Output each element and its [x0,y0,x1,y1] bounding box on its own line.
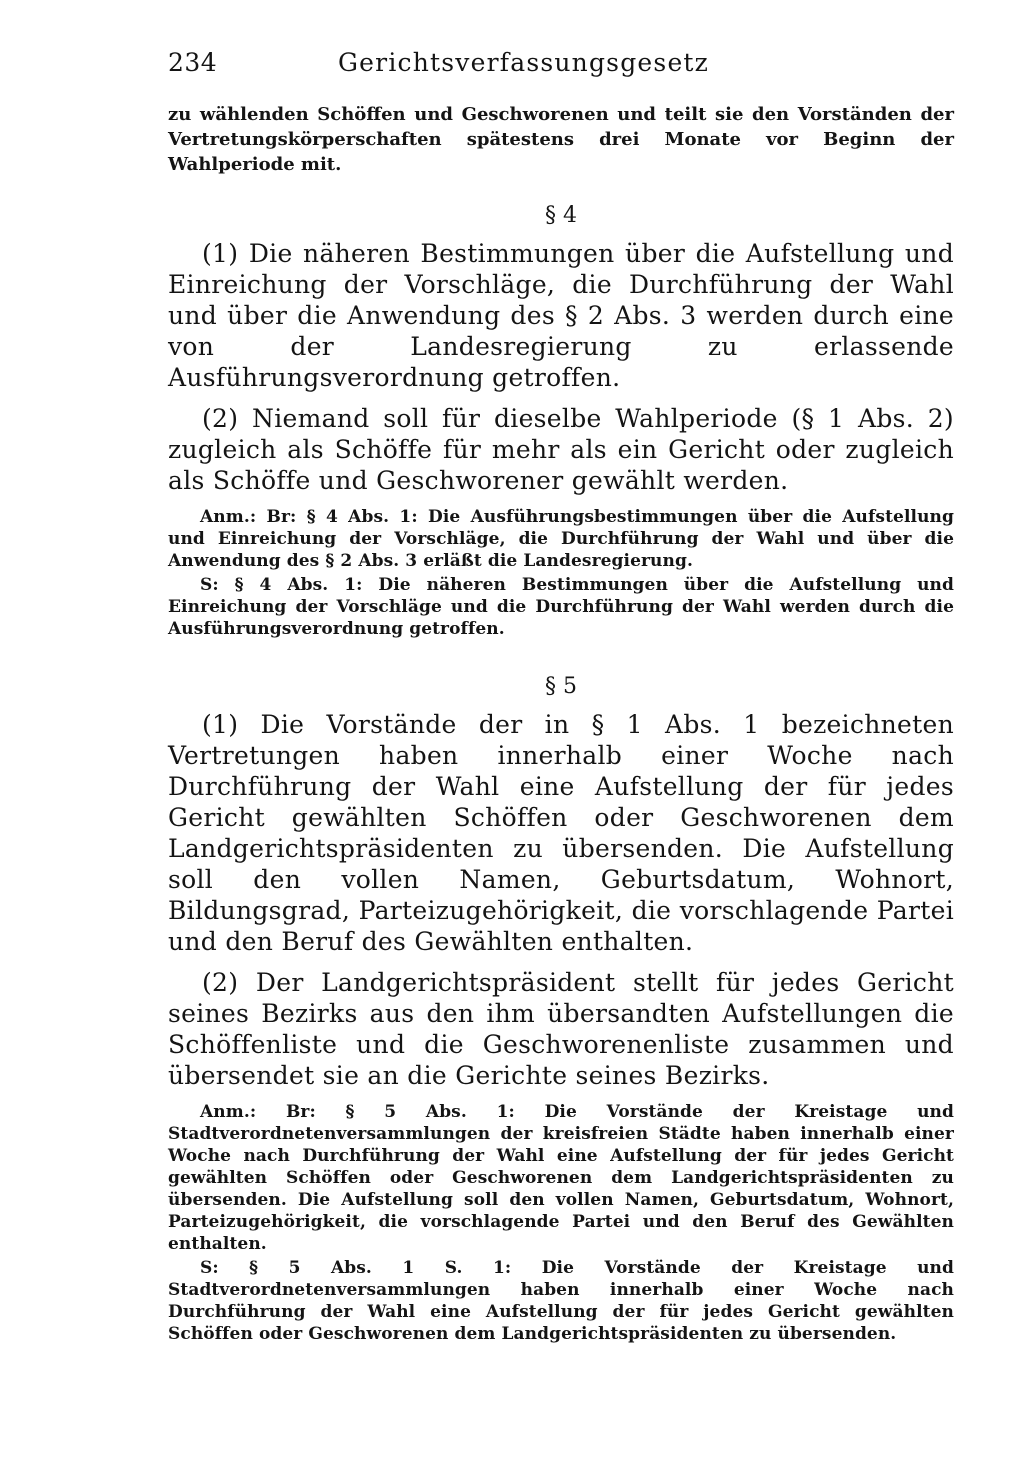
page-number: 234 [168,48,218,77]
paragraph: (1) Die Vorstände der in § 1 Abs. 1 bezeichneten Vertretungen haben innerhalb einer Woche nach Durchführung der Wahl eine Aufstellung der für jedes Gericht gewählten Schöffen oder Geschworenen dem Landgerichtspräsidenten zu übersenden. Die Aufstellung soll den vollen Namen, Geburtsdatum, Wohnort, Bildungsgrad, Parteizugehörigkeit, die vorschlagende Partei und den Beruf des Gewählten enthalten. [168,710,954,956]
paragraph: (2) Der Landgerichtspräsident stellt für jedes Gericht seines Bezirks aus den ihm übersandten Aufstellungen die Schöffenliste und die Geschworenenliste zusammen und übersendet sie an die Gerichte seines Bezirks. [168,968,954,1090]
annotation-note: Anm.: Br: § 4 Abs. 1: Die Ausführungsbestimmungen über die Aufstellung und Einreichung der Vorschläge, die Durchführung der Wahl und über die Anwendung des § 2 Abs. 3 erläßt die Landesregierung. [168,507,954,571]
section-4 [168,203,954,640]
annotation-note: S: § 5 Abs. 1 S. 1: Die Vorstände der Kreistage und Stadtverordnetenversammlungen haben innerhalb einer Woche nach Durchführung der Wahl eine Aufstellung der für jedes Gericht gewählten Schöffen oder Geschworenen dem Landgerichtspräsidenten zu übersenden. [168,1258,954,1344]
paragraph: (2) Niemand soll für dieselbe Wahlperiode (§ 1 Abs. 2) zugleich als Schöffe für mehr als ein Gericht oder zugleich als Schöffe und Geschworener gewählt werden. [168,404,954,495]
running-title: Gerichtsverfassungsgesetz [338,48,710,77]
annotation-block [168,506,954,640]
section-heading: § 4 [545,203,577,228]
running-head [168,48,954,88]
paragraph: (1) Die näheren Bestimmungen über die Aufstellung und Einreichung der Vorschläge, die Durchführung der Wahl und über die Anwendung des § 2 Abs. 3 werden durch eine von der Landesregierung zu erlassende Ausführungsverordnung getroffen. [168,239,954,392]
section-heading: § 5 [545,674,577,699]
section-5 [168,674,954,1345]
annotation-block [168,1101,954,1345]
annotation-note: S: § 4 Abs. 1: Die näheren Bestimmungen über die Aufstellung und Einreichung der Vorschläge und die Durchführung der Wahl werden durch die Ausführungsverordnung getroffen. [168,575,954,639]
carry-over-text: zu wählenden Schöffen und Geschworenen und teilt sie den Vorständen der Vertretungskörperschaften spätestens drei Monate vor Beginn der Wahlperiode mit. [168,104,954,175]
annotation-note: Anm.: Br: § 5 Abs. 1: Die Vorstände der Kreistage und Stadtverordnetenversammlungen der kreisfreien Städte haben innerhalb einer Woche nach Durchführung der Wahl eine Aufstellung der für jedes Gericht gewählten Schöffen oder Geschworenen dem Landgerichtspräsidenten zu übersenden. Die Aufstellung soll den vollen Namen, Geburtsdatum, Wohnort, Parteizugehörigkeit, die vorschlagende Partei und den Beruf des Gewählten enthalten. [168,1102,954,1254]
